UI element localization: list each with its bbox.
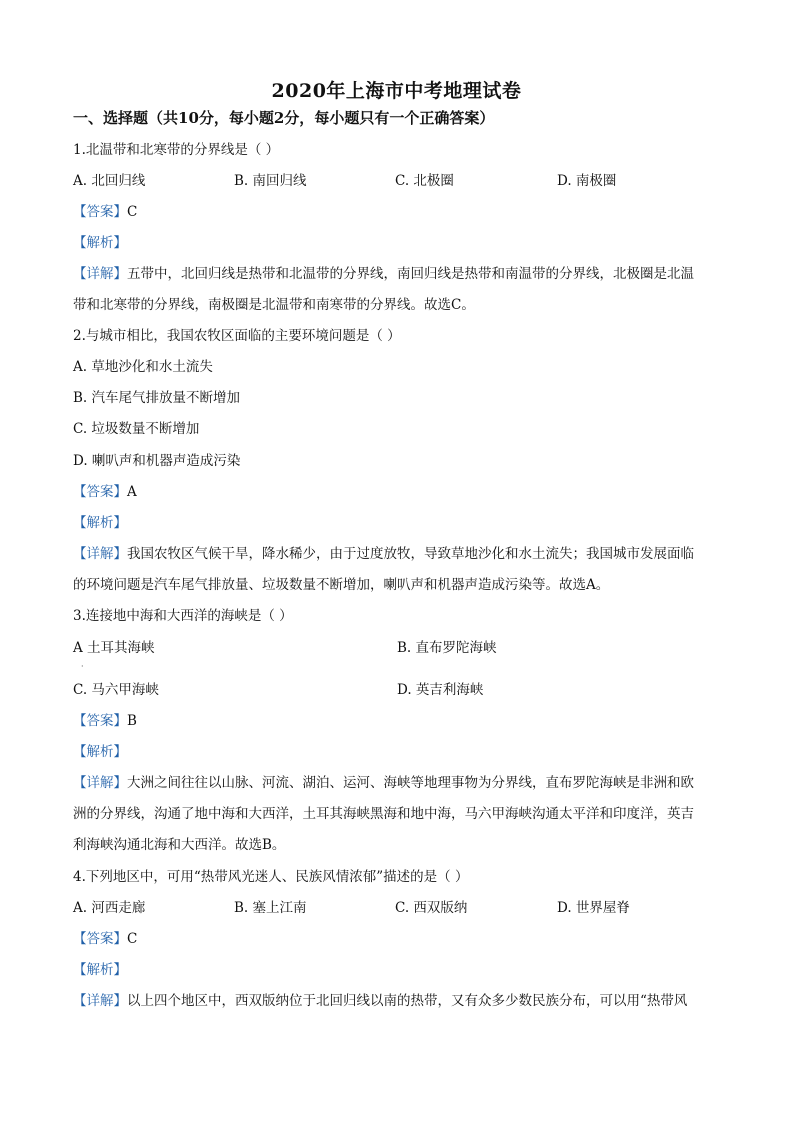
analysis-label: 【解析】	[73, 744, 127, 760]
q3-option-b: B. 直布罗陀海峡	[397, 640, 497, 656]
q4-analysis	[73, 960, 127, 980]
q1-option-c: C. 北极圈	[395, 173, 454, 189]
q3-detail-line1	[73, 773, 694, 793]
answer-label: 【答案】	[73, 204, 127, 220]
q2-option-c: C. 垃圾数量不断增加	[73, 421, 200, 437]
q2-detail-line2: 的环境问题是汽车尾气排放量、垃圾数量不断增加，喇叭声和机器声造成污染等。故选A。	[73, 577, 610, 593]
q1-analysis	[73, 233, 127, 253]
q2-analysis	[73, 513, 127, 533]
q4-option-a: A. 河西走廊	[73, 900, 146, 916]
q2-option-d: D. 喇叭声和机器声造成污染	[73, 453, 241, 469]
q3-answer-value: B	[127, 713, 137, 729]
answer-label: 【答案】	[73, 713, 127, 729]
section-heading: 一、选择题（共10分，每小题2分，每小题只有一个正确答案）	[73, 109, 495, 127]
q1-answer-value: C	[127, 204, 138, 220]
q3-option-a: A 土耳其海峡	[73, 640, 155, 656]
q1-stem: 1.北温带和北寒带的分界线是（ ）	[73, 142, 280, 158]
page-title: 2020年上海市中考地理试卷	[271, 80, 522, 102]
q3-detail-line2: 洲的分界线，沟通了地中海和大西洋，土耳其海峡黑海和地中海，马六甲海峡沟通太平洋和印度洋，英吉	[73, 806, 694, 822]
q4-option-d: D. 世界屋脊	[557, 900, 630, 916]
q3-option-d: D. 英吉利海峡	[397, 682, 484, 698]
q3-stem: 3.连接地中海和大西洋的海峡是（ ）	[73, 608, 293, 624]
analysis-label: 【解析】	[73, 962, 127, 978]
q1-option-b: B. 南回归线	[234, 173, 307, 189]
q1-option-d: D. 南极圈	[557, 173, 617, 189]
q3-analysis	[73, 742, 127, 762]
answer-label: 【答案】	[73, 931, 127, 947]
q1-detail-text1: 五带中，北回归线是热带和北温带的分界线，南回归线是热带和南温带的分界线，北极圈是北温	[127, 266, 694, 282]
q4-answer	[73, 929, 137, 949]
q4-option-c: C. 西双版纳	[395, 900, 468, 916]
q2-detail-line1	[73, 544, 694, 564]
q1-detail-line2: 带和北寒带的分界线，南极圈是北温带和南寒带的分界线。故选C。	[73, 297, 475, 313]
q2-answer-value: A	[127, 484, 137, 500]
analysis-label: 【解析】	[73, 515, 127, 531]
q2-detail-text1: 我国农牧区气候干旱，降水稀少，由于过度放牧，导致草地沙化和水土流失；我国城市发展面临	[127, 546, 694, 562]
analysis-label: 【解析】	[73, 235, 127, 251]
q3-detail-line3: 利海峡沟通北海和大西洋。故选B。	[73, 837, 286, 853]
q3-option-c: C. 马六甲海峡	[73, 682, 159, 698]
q4-option-b: B. 塞上江南	[234, 900, 307, 916]
q2-answer	[73, 482, 137, 502]
detail-label: 【详解】	[73, 993, 127, 1009]
q2-stem: 2.与城市相比，我国农牧区面临的主要环境问题是（ ）	[73, 328, 401, 344]
q3-detail-text1: 大洲之间往往以山脉、河流、湖泊、运河、海峡等地理事物为分界线，直布罗陀海峡是非洲和欧	[127, 775, 694, 791]
stray-dot: ·	[81, 662, 84, 671]
q4-detail-text1: 以上四个地区中，西双版纳位于北回归线以南的热带，又有众多少数民族分布，可以用“热带风	[127, 993, 688, 1009]
q1-detail-line1	[73, 264, 694, 284]
detail-label: 【详解】	[73, 546, 127, 562]
detail-label: 【详解】	[73, 266, 127, 282]
q4-stem: 4.下列地区中，可用“热带风光迷人、民族风情浓郁”描述的是（ ）	[73, 869, 469, 885]
answer-label: 【答案】	[73, 484, 127, 500]
q4-answer-value: C	[127, 931, 138, 947]
detail-label: 【详解】	[73, 775, 127, 791]
q1-option-a: A. 北回归线	[73, 173, 146, 189]
q4-detail-line1	[73, 991, 687, 1011]
q3-answer	[73, 711, 137, 731]
q1-answer	[73, 202, 137, 222]
q2-option-b: B. 汽车尾气排放量不断增加	[73, 390, 241, 406]
q2-option-a: A. 草地沙化和水土流失	[73, 359, 213, 375]
